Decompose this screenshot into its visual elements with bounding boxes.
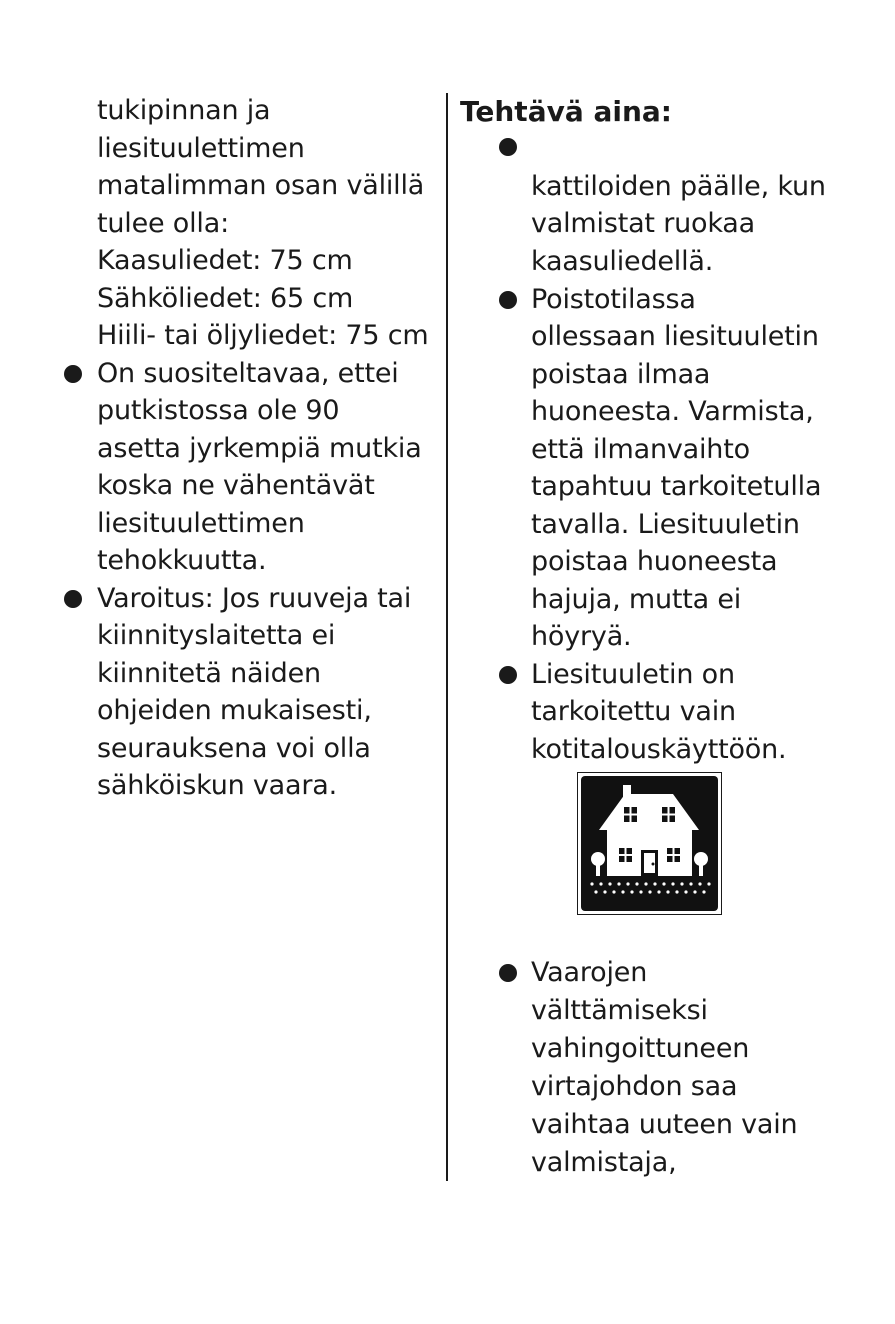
text-line: Kaasuliedet: 75 cm — [97, 245, 353, 276]
text-line: Poistotilassa — [531, 284, 696, 315]
text-line: putkistossa ole 90 — [97, 395, 340, 426]
bullet-icon — [499, 138, 517, 156]
text-line: poistaa ilmaa — [531, 359, 711, 390]
bullet-icon — [499, 291, 517, 309]
bullet-icon — [499, 964, 517, 982]
text-line: tehokkuutta. — [97, 545, 267, 576]
text-line: koska ne vähentävät — [97, 470, 375, 501]
text-line: kaasuliedellä. — [531, 246, 714, 277]
text-line: asetta jyrkempiä mutkia — [97, 433, 422, 464]
text-line: että ilmanvaihto — [531, 434, 750, 465]
text-line: liesituulettimen — [97, 508, 305, 539]
text-line: Vaarojen — [531, 957, 648, 988]
text-line: tarkoitettu vain — [531, 696, 736, 727]
text-line: huoneesta. Varmista, — [531, 396, 814, 427]
text-line: Sähköliedet: 65 cm — [97, 283, 354, 314]
text-line: kotitalouskäyttöön. — [531, 734, 787, 765]
text-line: vahingoittuneen — [531, 1033, 750, 1064]
bullet-icon — [64, 590, 82, 608]
text-line: liesituulettimen — [97, 133, 305, 164]
text-line: kattiloiden päälle, kun — [531, 171, 826, 202]
text-line: ollessaan liesituuletin — [531, 321, 819, 352]
text-line: välttämiseksi — [531, 995, 708, 1026]
text-line: poistaa huoneesta — [531, 546, 778, 577]
text-line: tapahtuu tarkoitetulla — [531, 471, 822, 502]
text-line: matalimman osan välillä — [97, 170, 425, 201]
text-line: seurauksena voi olla — [97, 733, 371, 764]
text-line: Liesituuletin on — [531, 659, 735, 690]
text-line: kiinnitetä näiden — [97, 658, 321, 689]
text-line: ohjeiden mukaisesti, — [97, 695, 372, 726]
text-line: tukipinnan ja — [97, 95, 271, 126]
text-line: kiinnityslaitetta ei — [97, 620, 336, 651]
text-line: virtajohdon saa — [531, 1071, 738, 1102]
text-line: hajuja, mutta ei — [531, 584, 742, 615]
bullet-icon — [64, 365, 82, 383]
text-line: Varoitus: Jos ruuveja tai — [97, 583, 412, 614]
bullet-icon — [499, 666, 517, 684]
section-heading: Tehtävä aina: — [460, 95, 672, 128]
text-line: tavalla. Liesituuletin — [531, 509, 800, 540]
text-line: valmistat ruokaa — [531, 208, 755, 239]
text-line: On suositeltavaa, ettei — [97, 358, 399, 389]
text-line: tulee olla: — [97, 208, 229, 239]
text-line: vaihtaa uuteen vain — [531, 1109, 798, 1140]
household-use-only-house-icon — [577, 772, 722, 915]
text-line: valmistaja, — [531, 1147, 677, 1178]
text-line: höyryä. — [531, 621, 632, 652]
text-line: Hiili- tai öljyliedet: 75 cm — [97, 320, 429, 351]
text-line: sähköiskun vaara. — [97, 770, 337, 801]
column-divider — [446, 93, 448, 1181]
